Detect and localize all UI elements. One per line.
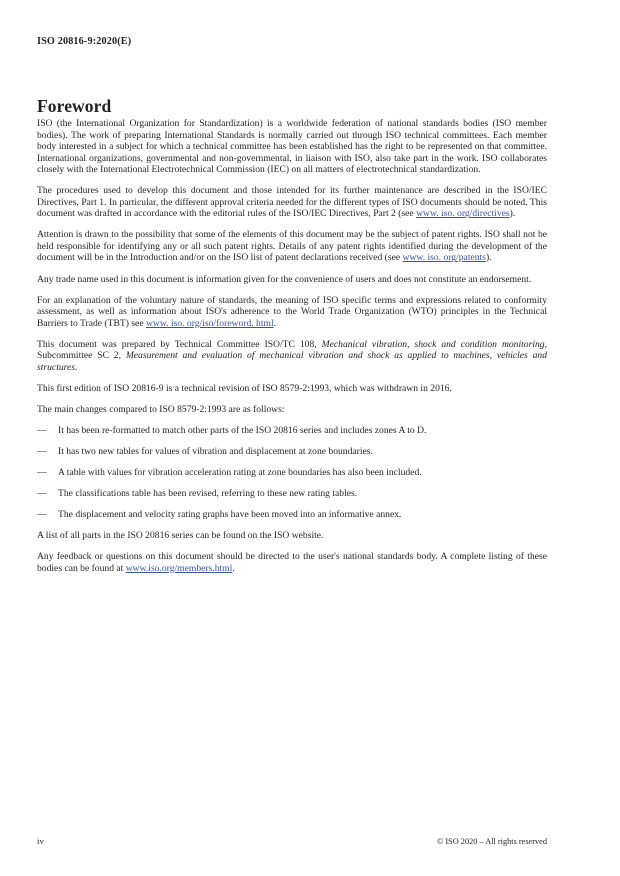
subcommittee-intro-text: , Subcommittee SC 2,: [37, 338, 547, 362]
paragraph-main-changes-intro: The main changes compared to ISO 8579-2:1993 are as follows:: [37, 403, 285, 415]
committee-intro-text: This document was prepared by Technical Committee ISO/TC 108,: [37, 338, 322, 350]
list-item: [37, 467, 547, 479]
em-dash-marker: —: [37, 467, 47, 479]
link-iso-directives[interactable]: www. iso. org/directives: [416, 208, 510, 220]
list-item: [37, 425, 547, 437]
list-item-text: The classifications table has been revised, referring to these new rating tables.: [58, 488, 358, 500]
link-iso-foreword[interactable]: www. iso. org/iso/foreword. html: [145, 317, 274, 329]
paragraph-iso-definition: ISO (the International Organization for Standardization) is a worldwide federation of national standards bodies (ISO member bodies). The work of preparing International Standards is normally carried out through ISO technical committees. Each member body interested in a subject for which a technical committee has been established has the right to be represented on that committee. International organizations, governmental and non-governmental, in liaison with ISO, also take part in the work. ISO collaborates closely with the International Electrotechnical Commission (IEC) on all matters of electrotechnical standardization.: [37, 118, 547, 176]
document-header-reference: ISO 20816-9:2020(E): [37, 36, 132, 47]
paragraph-patent-rights-tail: ).: [485, 252, 492, 264]
paragraph-all-parts: A list of all parts in the ISO 20816 series can be found on the ISO website.: [37, 530, 324, 542]
paragraph-procedures: [37, 185, 547, 220]
list-item: [37, 446, 547, 458]
list-item-text: It has been re-formatted to match other parts of the ISO 20816 series and includes zones A to D.: [58, 424, 427, 436]
paragraph-wto-tbt: [37, 295, 547, 330]
page-number: iv: [37, 836, 44, 846]
em-dash-marker: —: [37, 488, 47, 500]
committee-title-tc108: Mechanical vibration, shock and condition monitoring: [321, 338, 545, 350]
em-dash-marker: —: [37, 424, 47, 436]
list-item-text: The displacement and velocity rating graphs have been moved into an informative annex.: [58, 509, 402, 521]
foreword-body: [37, 118, 547, 574]
changes-list: [37, 425, 547, 521]
paragraph-feedback-tail: .: [232, 562, 235, 574]
paragraph-first-edition: This first edition of ISO 20816-9 is a technical revision of ISO 8579-2:1993, which was withdrawn in 2016.: [37, 382, 452, 394]
paragraph-procedures-text: The procedures used to develop this document and those intended for its further maintenance are described in the ISO/IEC Directives, Part 1. In particular, the different approval criteria needed for the different types of ISO documents should be noted. This document was drafted in accordance with the editorial rules of the ISO/IEC Directives, Part 2 (see: [37, 185, 547, 220]
paragraph-patent-rights: [37, 229, 547, 264]
em-dash-marker: —: [37, 445, 47, 457]
link-iso-members[interactable]: www.iso.org/members.html: [125, 562, 233, 574]
em-dash-marker: —: [37, 509, 47, 521]
paragraph-trade-name: Any trade name used in this document is information given for the convenience of users and does not constitute an endorsement.: [37, 273, 532, 285]
paragraph-procedures-tail: ).: [509, 208, 516, 220]
list-item-text: A table with values for vibration acceleration rating at zone boundaries has also been included.: [58, 467, 422, 479]
paragraph-patent-rights-text: Attention is drawn to the possibility that some of the elements of this document may be the subject of patent rights. ISO shall not be held responsible for identifying any or all such patent rights. Details of any patent rights identified during the development of the document will be in the Introduction and/or on the ISO list of patent declarations received (see: [37, 229, 547, 264]
list-item-text: It has two new tables for values of vibration and displacement at zone boundaries.: [58, 445, 373, 457]
paragraph-technical-committee: [37, 339, 547, 374]
committee-tail-text: .: [75, 361, 78, 373]
link-iso-patents[interactable]: www. iso. org/patents: [402, 252, 486, 264]
paragraph-feedback-text: Any feedback or questions on this document should be directed to the user's national standards body. A complete listing of these bodies can be found at: [37, 551, 547, 574]
list-item: [37, 488, 547, 500]
page-title: Foreword: [37, 95, 112, 116]
paragraph-feedback: [37, 551, 547, 574]
paragraph-wto-tbt-tail: .: [273, 317, 277, 329]
copyright-notice: © ISO 2020 – All rights reserved: [436, 837, 547, 846]
paragraph-wto-tbt-text: For an explanation of the voluntary nature of standards, the meaning of ISO specific terms and expressions related to conformity assessment, as well as information about ISO's adherence to the World Trade Organization (WTO) principles in the Technical Barriers to Trade (TBT) see: [37, 294, 547, 329]
list-item: [37, 509, 547, 521]
subcommittee-title-sc2: Measurement and evaluation of mechanical vibration and shock as applied to machines, vehicles and structures: [37, 350, 547, 373]
page-footer: [37, 836, 547, 846]
